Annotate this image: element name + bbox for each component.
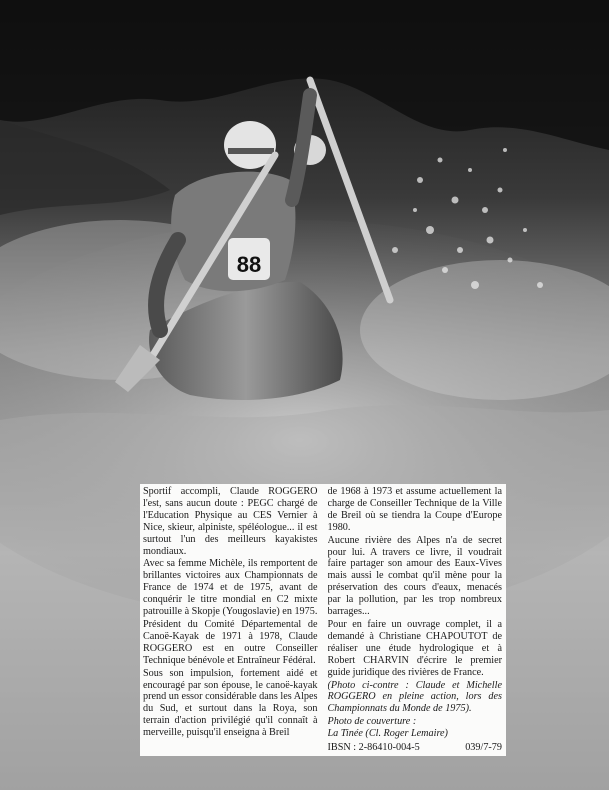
cover-credit-label: Photo de couverture : bbox=[327, 716, 417, 728]
catalog-code: 039/7-79 bbox=[465, 742, 502, 754]
photo-caption: (Photo ci-contre : Claude et Michelle ROGGERO en pleine action, lors des Championnats du Monde de 1975). bbox=[327, 679, 502, 715]
blurb-paragraph: Avec sa femme Michèle, ils remportent de brillantes victoires aux Championnats de France de 1974 et de 1975, avant de conquérir le titre mondial en C2 mixte patrouille à Skopje (Yougoslavie) en 1975. bbox=[143, 558, 318, 618]
blurb-paragraph: Président du Comité Départemental de Canoë-Kayak de 1971 à 1978, Claude ROGGERO est en outre Conseiller Technique bénévole et Entraîneur Fédéral. bbox=[143, 618, 318, 666]
blurb-panel bbox=[140, 484, 506, 756]
blurb-right-column bbox=[328, 486, 503, 756]
blurb-paragraph: Sportif accompli, Claude ROGGERO l'est, sans aucun doute : PEGC chargé de l'Education Physique au CES Vernier à Nice, skieur, alpiniste, spéléologue... il est surtout l'un des meilleurs kayakistes mondiaux. bbox=[143, 486, 318, 557]
blurb-left-column bbox=[143, 486, 318, 756]
blurb-paragraph: Pour en faire un ouvrage complet, il a demandé à Christiane CHAPOUTOT de réaliser une étude hydrologique et à Robert CHARVIN d'écrire le premier guide juridique des rivières de France. bbox=[327, 618, 502, 678]
isbn-row bbox=[328, 742, 503, 754]
blurb-paragraph: de 1968 à 1973 et assume actuellement la charge de Conseiller Technique de la Ville de Breil où se tiendra la Coupe d'Europe 1980. bbox=[327, 486, 502, 533]
blurb-paragraph: Aucune rivière des Alpes n'a de secret pour lui. A travers ce livre, il voudrait faire partager son amour des Eaux-Vives mais aussi le combat qu'il mène pour la préservation des cours d'eaux, menacés par la pollution, par les trop nombreux barrages... bbox=[327, 534, 502, 618]
blurb-paragraph: Sous son impulsion, fortement aidé et encouragé par son épouse, le canoë-kayak prend un essor considérable dans les Alpes du Sud, et surtout dans la Roya, son terrain d'action privilégié qu'il connaît à merveille, puisqu'il enseigna à Breil bbox=[143, 667, 318, 739]
cover-credit-value: La Tinée (Cl. Roger Lemaire) bbox=[327, 728, 448, 740]
bib-number: 88 bbox=[236, 252, 262, 277]
isbn: IBSN : 2-86410-004-5 bbox=[327, 742, 420, 754]
